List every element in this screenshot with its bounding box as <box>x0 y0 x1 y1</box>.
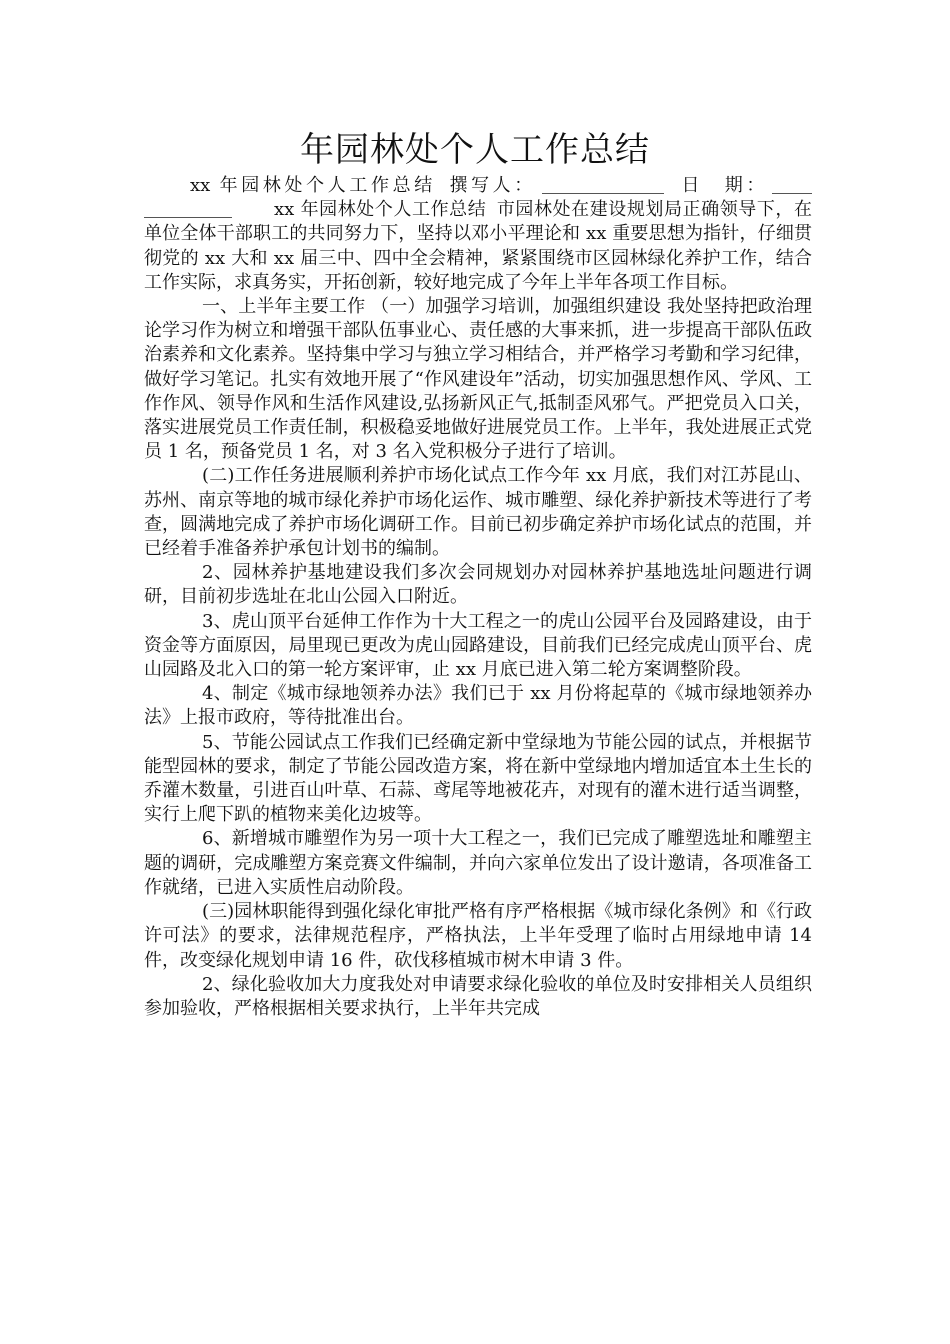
paragraph-6: 5、节能公园试点工作我们已经确定新中堂绿地为节能公园的试点，并根据节能型园林的要求，制定了节能公园改造方案，将在新中堂绿地内增加适宜本土生长的乔灌木数量，引进百山叶草、石蒜、鸢尾等地被花卉，对现有的灌木进行适当调整，实行上爬下趴的植物来美化边坡等。 <box>144 731 812 826</box>
paragraph-7: 6、新增城市雕塑作为另一项十大工程之一，我们已完成了雕塑选址和雕塑主题的调研，完成雕塑方案竞赛文件编制，并向六家单位发出了设计邀请，各项准备工作就绪，已进入实质性启动阶段。 <box>144 828 812 898</box>
date-blank-field-continued <box>144 199 232 218</box>
paragraph-3: 2、园林养护基地建设我们多次会同规划办对园林养护基地选址问题进行调研，目前初步选址在北山公园入口附近。 <box>144 562 812 608</box>
paragraph-2: (二)工作任务进展顺利养护市场化试点工作今年 xx 月底，我们对江苏昆山、苏州、南京等地的城市绿化养护市场化运作、城市雕塑、绿化养护新技术等进行了考查，圆满地完成了养护市场化调研工作。目前已初步确定养护市场化试点的范围，并已经着手准备养护承包计划书的编制。 <box>144 465 812 560</box>
paragraph-1: 一、上半年主要工作 （一）加强学习培训，加强组织建设 我处坚持把政治理论学习作为树立和增强干部队伍事业心、责任感的大事来抓，进一步提高干部队伍政治素养和文化素养。坚持集中学习与独立学习相结合，并严格学习考勤和学习纪律，做好学习笔记。扎实有效地开展了“作风建设年”活动，切实加强思想作风、学风、工作作风、领导作风和生活作风建设,弘扬新风正气,抵制歪风邪气。严把党员入口关，落实进展党员工作责任制，积极稳妥地做好进展党员工作。上半年，我处进展正式党员 1 名，预备党员 1 名，对 3 名入党积极分子进行了培训。 <box>144 296 812 463</box>
intro-text: 市园林处在建设规划局正确领导下，在单位全体干部职工的共同努力下，坚持以邓小平理论和 xx 重要思想为指针，仔细贯彻党的 xx 大和 xx 届三中、四中全会精神，紧紧围绕市区园林绿化养护工作，结合工作实际，求真务实，开拓创新，较好地完成了今年上半年各项工作目标。 <box>144 199 812 293</box>
paragraph-4: 3、虎山顶平台延伸工作作为十大工程之一的虎山公园平台及园路建设，由于资金等方面原因，局里现已更改为虎山园路建设，目前我们已经完成虎山顶平台、虎山园路及北入口的第一轮方案评审，止 xx 月底已进入第二轮方案调整阶段。 <box>144 610 812 681</box>
paragraph-8: (三)园林职能得到强化绿化审批严格有序严格根据《城市绿化条例》和《行政许可法》的要求，法律规范程序，严格执法，上半年受理了临时占用绿地申请 14 件，改变绿化规划申请 16 件，砍伐移植城市树木申请 3 件。 <box>144 901 812 971</box>
writer-label: 撰写人： <box>445 175 536 196</box>
paragraph-9: 2、绿化验收加大力度我处对申请要求绿化验收的单位及时安排相关人员组织参加验收，严格根据相关要求执行，上半年共完成 <box>144 973 812 1019</box>
document-title: 年园林处个人工作总结 <box>300 130 650 170</box>
date-blank-field <box>772 175 812 194</box>
writer-blank-field <box>542 175 664 194</box>
date-label: 日 期： <box>677 175 769 196</box>
header-paragraph <box>144 174 812 295</box>
paragraph-5: 4、制定《城市绿地领养办法》我们已于 xx 月份将起草的《城市绿地领养办法》上报市政府，等待批准出台。 <box>144 683 812 729</box>
document-body <box>144 174 812 1021</box>
doc-ref: xx 年园林处个人工作总结 <box>190 175 436 196</box>
intro-ref: xx 年园林处个人工作总结 <box>274 199 487 221</box>
